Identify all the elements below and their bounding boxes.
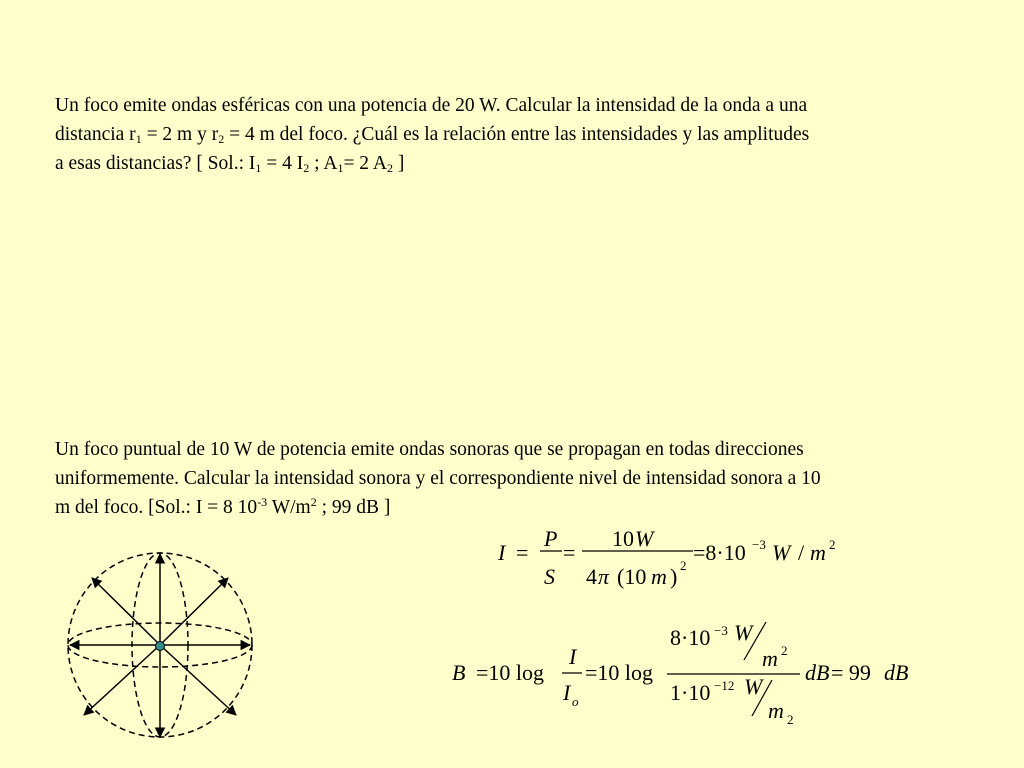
problem-2-line-1: Un foco puntual de 10 W de potencia emite ondas sonoras que se propagan en todas direcciones	[55, 439, 804, 460]
sound-level-equation	[452, 620, 908, 727]
eq2-equals-log: =10 log	[476, 660, 545, 685]
eq2-num-value: 8·10	[670, 625, 711, 650]
eq2-equals-99: = 99	[831, 660, 871, 685]
eq2-frac-io-sub: o	[572, 694, 579, 709]
eq2-lhs: B	[452, 660, 466, 685]
eq1-num-p: P	[544, 526, 558, 551]
eq2-num-w: W	[734, 620, 753, 645]
source-point	[156, 642, 165, 651]
eq2-num-exp: −3	[714, 623, 728, 638]
eq1-lhs: I	[498, 540, 506, 565]
eq1-unit-slash: /	[798, 540, 805, 565]
eq1-den-s: S	[544, 564, 555, 589]
intensity-equation	[497, 526, 836, 589]
eq2-frac-io: I	[563, 680, 571, 705]
eq1-result-exp: −3	[752, 537, 766, 552]
eq1-result: =8·10	[693, 540, 746, 565]
eq2-frac-i: I	[569, 644, 577, 669]
eq1-den-m: m	[651, 564, 667, 589]
eq1-unit-m: m	[810, 540, 826, 565]
problem-2-line-3: m del foco. [Sol.: I = 8 $10^{-3}$ $W/m^2$ ; 99 dB ]	[55, 495, 391, 518]
eq1-den-close: )	[670, 564, 678, 589]
eq1-num-w: W	[635, 526, 654, 551]
eq1-unit-w: W	[772, 540, 791, 565]
arrow-down-left	[84, 645, 160, 715]
eq1-unit-exp: 2	[829, 537, 836, 552]
eq1-num-10: 10	[612, 526, 634, 551]
eq2-den-m-sub: 2	[787, 712, 794, 727]
eq2-den-w: W	[744, 674, 763, 699]
eq1-equals-2: =	[563, 540, 576, 565]
eq2-db: dB	[805, 660, 830, 685]
arrow-up-right	[160, 578, 228, 645]
eq2-num-m: m	[762, 646, 778, 671]
eq2-equals-log-2: =10 log	[585, 660, 654, 685]
eq1-den-10: (10	[617, 564, 647, 589]
problem-1-line-1: Un foco emite ondas esféricas con una potencia de 20 W. Calcular la intensidad de la onda a una	[55, 95, 808, 116]
problem-1-line-3: a esas distancias? [ Sol.: $I_1 = 4$ $I_2$ ; $A_1= 2$ $A_2$ ]	[55, 153, 405, 175]
eq2-den-m: m	[768, 698, 784, 723]
arrow-up-left	[92, 578, 160, 645]
eq1-den-4: 4	[586, 564, 597, 589]
eq1-den-exp: 2	[680, 558, 687, 573]
eq2-den-exp: −12	[714, 678, 735, 693]
eq1-equals: =	[516, 540, 529, 565]
spherical-wave-diagram	[68, 553, 252, 737]
eq2-db-2: dB	[884, 660, 909, 685]
eq1-den-pi: π	[598, 564, 610, 589]
eq2-den-value: 1·10	[670, 680, 711, 705]
problem-1-line-2: distancia $r_1 = 2$ m y $r_2 = 4$ m del foco. ¿Cuál es la relación entre las intensidades y las amplitudes	[55, 124, 810, 146]
problem-2-line-2: uniformemente. Calcular la intensidad sonora y el correspondiente nivel de intensidad sonora a 10	[55, 468, 821, 489]
eq2-num-m-exp: 2	[781, 643, 788, 658]
arrow-down-right	[160, 645, 236, 715]
